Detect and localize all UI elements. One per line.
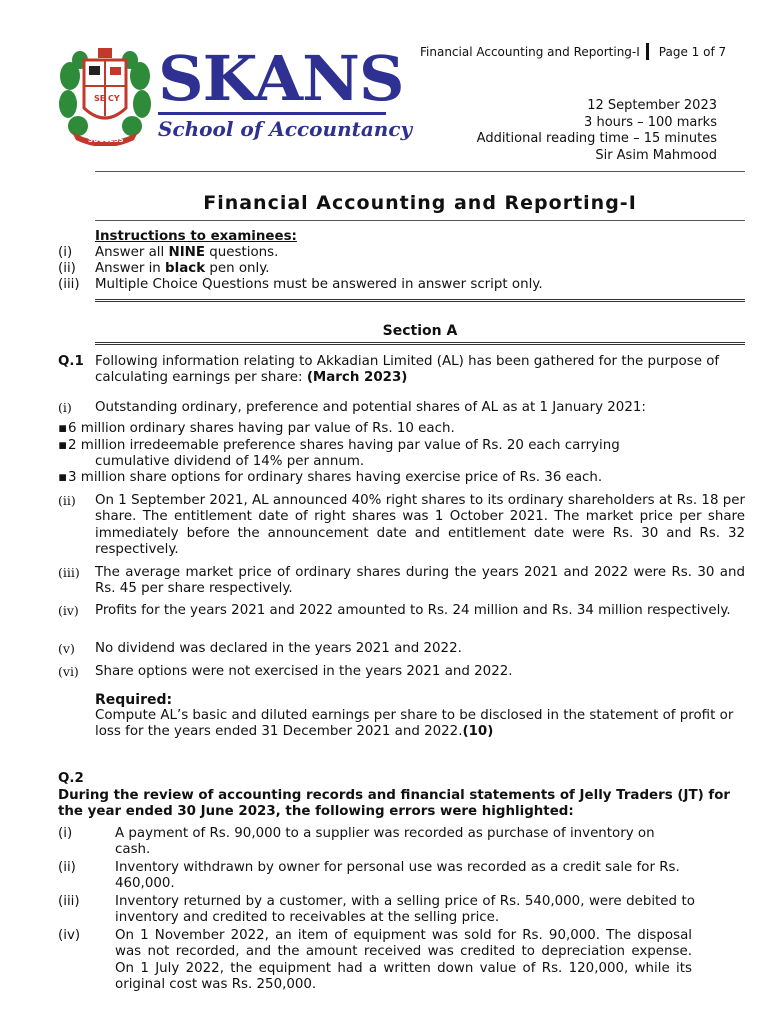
instruction-num-1: (i) xyxy=(58,245,73,260)
q1-item-iii: The average market price of ordinary shares during the years 2021 and 2022 were Rs. 30 and Rs. 45 per share respectively. xyxy=(95,565,745,597)
q1-intro: Following information relating to Akkadian Limited (AL) has been gathered for the purpose of calculating earnings per share: (March 2023) xyxy=(95,354,720,386)
instruction-item-1: Answer all NINE questions. xyxy=(95,245,279,260)
header-divider xyxy=(646,43,649,60)
instruction-item-2: Answer in black pen only. xyxy=(95,261,270,276)
section-heading: Section A xyxy=(382,323,458,339)
header-rule xyxy=(95,171,745,172)
q1-bullet-2: ▪2 million irredeemable preference shares having par value of Rs. 20 each carrying xyxy=(58,438,620,453)
q1-item-i: Outstanding ordinary, preference and potential shares of AL as at 1 January 2021: xyxy=(95,400,646,415)
seal-letters: SE CY xyxy=(94,94,120,103)
q2-num-i: (i) xyxy=(58,826,73,841)
q1-item-vi: Share options were not exercised in the years 2021 and 2022. xyxy=(95,664,513,679)
instruction-num-2: (ii) xyxy=(58,261,76,276)
q1-required-label: Required: xyxy=(95,692,173,708)
section-rule xyxy=(95,342,745,345)
brand-subtitle: School of Accountancy xyxy=(158,112,386,141)
q1-num-ii: (ii) xyxy=(58,493,76,508)
running-header-course: Financial Accounting and Reporting-I xyxy=(420,45,640,59)
q1-item-v: No dividend was declared in the years 2021 and 2022. xyxy=(95,641,462,656)
page-number: Page 1 of 7 xyxy=(658,45,727,59)
instruction-item-3: Multiple Choice Questions must be answered in answer script only. xyxy=(95,277,543,292)
q2-item-i: A payment of Rs. 90,000 to a supplier was recorded as purchase of inventory on cash. xyxy=(115,826,655,858)
logo-badge-text: SUCCESS xyxy=(88,136,124,144)
q1-bullet-2-cont: cumulative dividend of 14% per annum. xyxy=(95,454,365,469)
q2-intro: During the review of accounting records and financial statements of Jelly Traders (JT) for the year ended 30 June 2023, the following errors were highlighted: xyxy=(58,788,731,820)
q2-item-ii: Inventory withdrawn by owner for personal use was recorded as a credit sale for Rs. 460,000. xyxy=(115,860,680,892)
q1-num-iv: (iv) xyxy=(58,603,79,618)
paper-title: Financial Accounting and Reporting-I xyxy=(203,192,637,214)
q2-item-iv: On 1 November 2022, an item of equipment was sold for Rs. 90,000. The disposal was not recorded, and the amount received was credited to depreciation expense. On 1 July 2022, the equipment had a written down value of Rs. 120,000, while its original cost was Rs. 250,000. xyxy=(115,928,692,992)
q2-label: Q.2 xyxy=(58,771,84,786)
exam-teacher: Sir Asim Mahmood xyxy=(595,147,717,163)
title-rule xyxy=(95,220,745,221)
exam-date: 12 September 2023 xyxy=(587,98,717,113)
exam-reading-time: Additional reading time – 15 minutes xyxy=(476,131,717,146)
school-logo xyxy=(58,46,152,146)
q1-num-iii: (iii) xyxy=(58,565,80,580)
q2-num-iii: (iii) xyxy=(58,894,80,909)
q1-label: Q.1 xyxy=(58,354,84,369)
instructions-heading: Instructions to examinees: xyxy=(95,229,297,244)
q1-bullet-3: ▪3 million share options for ordinary shares having exercise price of Rs. 36 each. xyxy=(58,470,603,485)
q2-item-iii: Inventory returned by a customer, with a selling price of Rs. 540,000, were debited to inventory and credited to receivables at the selling price. xyxy=(115,894,695,926)
q2-num-ii: (ii) xyxy=(58,860,76,875)
instructions-rule xyxy=(95,299,745,302)
q2-num-iv: (iv) xyxy=(58,928,81,943)
running-header xyxy=(420,43,726,60)
q1-required-text: Compute AL’s basic and diluted earnings per share to be disclosed in the statement of profit or loss for the years ended 31 December 2021 and 2022.(10) xyxy=(95,708,734,740)
q1-num-v: (v) xyxy=(58,641,75,656)
q1-num-vi: (vi) xyxy=(58,664,79,679)
instruction-num-3: (iii) xyxy=(58,277,80,292)
exam-duration: 3 hours – 100 marks xyxy=(584,114,717,130)
q1-item-ii: On 1 September 2021, AL announced 40% right shares to its ordinary shareholders at Rs. 18 per share. The entitlement date of right shares was 1 October 2021. The market price per share immediately before the announcement date and entitlement date were Rs. 30 and Rs. 32 respectively. xyxy=(95,493,745,557)
exam-meta xyxy=(477,98,717,164)
q1-num-i: (i) xyxy=(58,400,72,415)
brand-name: SKANS xyxy=(158,42,404,115)
q1-item-iv: Profits for the years 2021 and 2022 amounted to Rs. 24 million and Rs. 34 million respectively. xyxy=(95,603,731,618)
q1-bullet-1: ▪6 million ordinary shares having par value of Rs. 10 each. xyxy=(58,421,455,436)
